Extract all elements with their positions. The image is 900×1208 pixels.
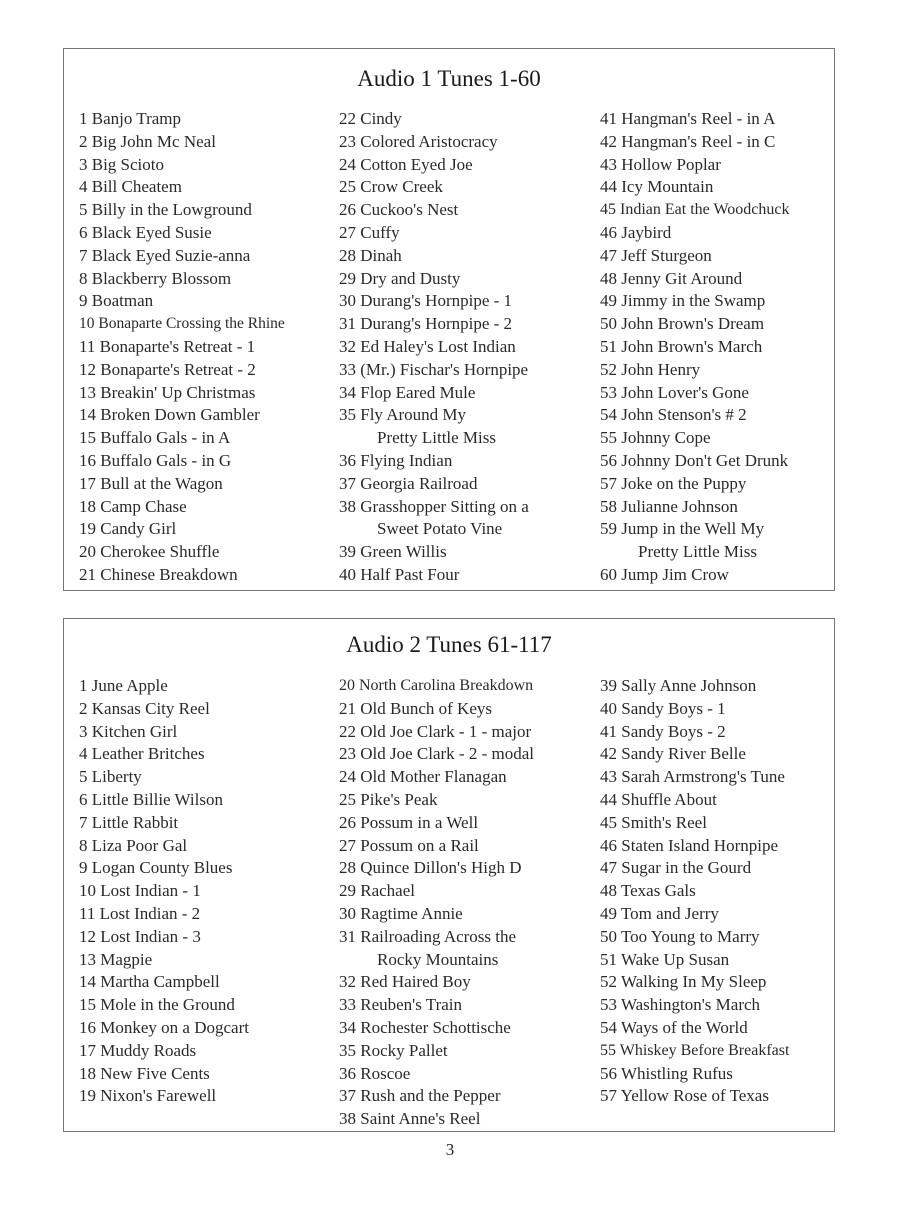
tune-item: 33 (Mr.) Fischar's Hornpipe <box>339 359 529 379</box>
tune-item: 45 Indian Eat the Woodchuck <box>600 201 790 219</box>
tune-item: 24 Old Mother Flanagan <box>339 767 507 787</box>
audio1-column-2 <box>339 108 529 587</box>
tune-item-continuation: Rocky Mountains <box>377 949 499 969</box>
tune-item: 54 John Stenson's # 2 <box>600 405 747 425</box>
tune-item: 54 Ways of the World <box>600 1017 748 1037</box>
tune-item: 28 Quince Dillon's High D <box>339 858 522 878</box>
tune-item: 48 Texas Gals <box>600 881 696 901</box>
tune-item: 42 Hangman's Reel - in C <box>600 131 776 151</box>
tune-item: 11 Lost Indian - 2 <box>79 903 201 923</box>
audio1-column-3 <box>600 108 789 587</box>
tune-item: 26 Possum in a Well <box>339 812 479 832</box>
tune-item: 19 Candy Girl <box>79 519 177 539</box>
tune-item: 21 Old Bunch of Keys <box>339 698 492 718</box>
tune-item: 47 Jeff Sturgeon <box>600 245 712 265</box>
tune-item-continuation: Pretty Little Miss <box>638 542 757 562</box>
tune-item: 27 Cuffy <box>339 222 400 242</box>
tune-item: 58 Julianne Johnson <box>600 496 738 516</box>
audio1-title: Audio 1 Tunes 1-60 <box>357 66 541 91</box>
tune-item: 2 Big John Mc Neal <box>79 131 216 151</box>
tune-item: 2 Kansas City Reel <box>79 698 210 718</box>
audio1-column-1 <box>79 108 285 587</box>
tune-item: 50 Too Young to Marry <box>600 926 760 946</box>
tune-item: 4 Bill Cheatem <box>79 177 182 197</box>
tune-item: 43 Sarah Armstrong's Tune <box>600 767 785 787</box>
tune-item: 28 Dinah <box>339 245 402 265</box>
tune-item: 15 Buffalo Gals - in A <box>79 428 231 448</box>
tune-item: 32 Ed Haley's Lost Indian <box>339 336 516 356</box>
tune-item: 57 Yellow Rose of Texas <box>600 1086 769 1106</box>
tune-item: 56 Whistling Rufus <box>600 1063 733 1083</box>
tune-item: 37 Rush and the Pepper <box>339 1086 501 1106</box>
tune-item: 31 Railroading Across the <box>339 926 517 946</box>
tune-item: 46 Jaybird <box>600 222 672 242</box>
tune-item: 41 Hangman's Reel - in A <box>600 109 776 128</box>
tune-item: 36 Flying Indian <box>339 450 453 470</box>
tune-item: 23 Colored Aristocracy <box>339 131 498 151</box>
tune-item-continuation: Pretty Little Miss <box>377 428 496 448</box>
tune-item: 34 Flop Eared Mule <box>339 382 476 402</box>
tune-item: 8 Liza Poor Gal <box>79 835 188 855</box>
tune-item: 41 Sandy Boys - 2 <box>600 721 726 741</box>
tune-item: 35 Rocky Pallet <box>339 1040 448 1060</box>
tune-item: 43 Hollow Poplar <box>600 154 721 174</box>
tune-item: 4 Leather Britches <box>79 744 205 764</box>
tune-item: 57 Joke on the Puppy <box>600 473 747 493</box>
tune-item: 30 Durang's Hornpipe - 1 <box>339 291 513 311</box>
tune-item-continuation: Sweet Potato Vine <box>377 519 503 539</box>
tune-item: 45 Smith's Reel <box>600 812 707 832</box>
tune-item: 16 Monkey on a Dogcart <box>79 1017 249 1037</box>
tune-item: 5 Billy in the Lowground <box>79 200 252 220</box>
tune-item: 17 Bull at the Wagon <box>79 473 223 493</box>
tune-item: 53 John Lover's Gone <box>600 382 749 402</box>
tune-item: 27 Possum on a Rail <box>339 835 479 855</box>
tune-item: 16 Buffalo Gals - in G <box>79 450 232 470</box>
page-number: 3 <box>445 1140 455 1159</box>
tune-item: 30 Ragtime Annie <box>339 903 463 923</box>
tune-item: 24 Cotton Eyed Joe <box>339 154 473 174</box>
tune-item: 14 Broken Down Gambler <box>79 405 260 425</box>
tune-item: 9 Logan County Blues <box>79 858 233 878</box>
tune-item: 36 Roscoe <box>339 1063 411 1083</box>
tune-item: 10 Lost Indian - 1 <box>79 881 201 901</box>
tune-item: 25 Crow Creek <box>339 177 443 197</box>
tune-item: 56 Johnny Don't Get Drunk <box>600 450 789 470</box>
tune-item: 50 John Brown's Dream <box>600 314 765 334</box>
tune-item: 21 Chinese Breakdown <box>79 564 238 584</box>
tune-item: 51 John Brown's March <box>600 336 763 356</box>
tune-item: 40 Half Past Four <box>339 564 460 584</box>
tune-item: 26 Cuckoo's Nest <box>339 200 459 220</box>
tune-item: 13 Breakin' Up Christmas <box>79 382 256 402</box>
tune-item: 20 North Carolina Breakdown <box>339 677 534 694</box>
tune-item: 3 Kitchen Girl <box>79 721 178 741</box>
audio2-title: Audio 2 Tunes 61-117 <box>346 632 552 657</box>
tune-item: 39 Sally Anne Johnson <box>600 676 757 695</box>
tune-item: 38 Saint Anne's Reel <box>339 1109 481 1129</box>
tune-item: 18 New Five Cents <box>79 1063 210 1083</box>
tune-item: 22 Cindy <box>339 109 402 128</box>
audio2-box <box>63 618 835 1132</box>
tune-item: 60 Jump Jim Crow <box>600 564 729 584</box>
tune-item: 3 Big Scioto <box>79 154 165 174</box>
tune-item: 15 Mole in the Ground <box>79 995 235 1015</box>
tune-item: 23 Old Joe Clark - 2 - modal <box>339 744 534 764</box>
tune-item: 53 Washington's March <box>600 995 761 1015</box>
tune-item: 13 Magpie <box>79 949 153 969</box>
audio2-column-2 <box>339 675 534 1131</box>
tune-item: 6 Little Billie Wilson <box>79 789 223 809</box>
tune-item: 49 Jimmy in the Swamp <box>600 291 766 311</box>
tune-item: 12 Lost Indian - 3 <box>79 926 201 946</box>
tune-item: 59 Jump in the Well My <box>600 519 765 539</box>
tune-item: 18 Camp Chase <box>79 496 187 516</box>
tune-item: 14 Martha Campbell <box>79 972 220 992</box>
tune-item: 46 Staten Island Hornpipe <box>600 835 778 855</box>
tune-item: 29 Dry and Dusty <box>339 268 461 288</box>
tune-item: 52 Walking In My Sleep <box>600 972 767 992</box>
tune-item: 34 Rochester Schottische <box>339 1017 511 1037</box>
tune-item: 1 Banjo Tramp <box>79 109 182 128</box>
tune-item: 29 Rachael <box>339 881 415 901</box>
tune-item: 51 Wake Up Susan <box>600 949 730 969</box>
tune-item: 38 Grasshopper Sitting on a <box>339 496 529 516</box>
tune-item: 37 Georgia Railroad <box>339 473 478 493</box>
tune-item: 52 John Henry <box>600 359 701 379</box>
tune-item: 8 Blackberry Blossom <box>79 268 232 288</box>
audio2-column-3 <box>600 675 789 1108</box>
tune-item: 1 June Apple <box>79 676 168 695</box>
tune-item: 48 Jenny Git Around <box>600 268 743 288</box>
tune-item: 32 Red Haired Boy <box>339 972 471 992</box>
tune-item: 5 Liberty <box>79 767 142 787</box>
tune-item: 20 Cherokee Shuffle <box>79 542 220 562</box>
tune-item: 17 Muddy Roads <box>79 1040 197 1060</box>
tune-item: 25 Pike's Peak <box>339 789 438 809</box>
tune-item: 39 Green Willis <box>339 542 447 562</box>
tune-item: 11 Bonaparte's Retreat - 1 <box>79 336 256 356</box>
tune-item: 47 Sugar in the Gourd <box>600 858 752 878</box>
tune-item: 44 Shuffle About <box>600 789 717 809</box>
tune-item: 19 Nixon's Farewell <box>79 1086 217 1106</box>
tune-item: 31 Durang's Hornpipe - 2 <box>339 314 513 334</box>
tune-item: 44 Icy Mountain <box>600 177 714 197</box>
tune-item: 6 Black Eyed Susie <box>79 222 212 242</box>
tune-item: 12 Bonaparte's Retreat - 2 <box>79 359 256 379</box>
tune-item: 7 Little Rabbit <box>79 812 179 832</box>
tune-item: 9 Boatman <box>79 291 154 311</box>
tune-item: 22 Old Joe Clark - 1 - major <box>339 721 532 741</box>
tune-item: 55 Whiskey Before Breakfast <box>600 1041 790 1059</box>
tune-item: 55 Johnny Cope <box>600 428 711 448</box>
tune-item: 42 Sandy River Belle <box>600 744 746 764</box>
tune-item: 33 Reuben's Train <box>339 995 463 1015</box>
tune-item: 10 Bonaparte Crossing the Rhine <box>79 315 285 333</box>
tune-item: 35 Fly Around My <box>339 405 467 425</box>
tune-item: 40 Sandy Boys - 1 <box>600 698 726 718</box>
tune-item: 7 Black Eyed Suzie-anna <box>79 245 251 265</box>
audio2-column-1 <box>79 675 249 1108</box>
tune-item: 49 Tom and Jerry <box>600 903 719 923</box>
audio1-box <box>63 48 835 591</box>
